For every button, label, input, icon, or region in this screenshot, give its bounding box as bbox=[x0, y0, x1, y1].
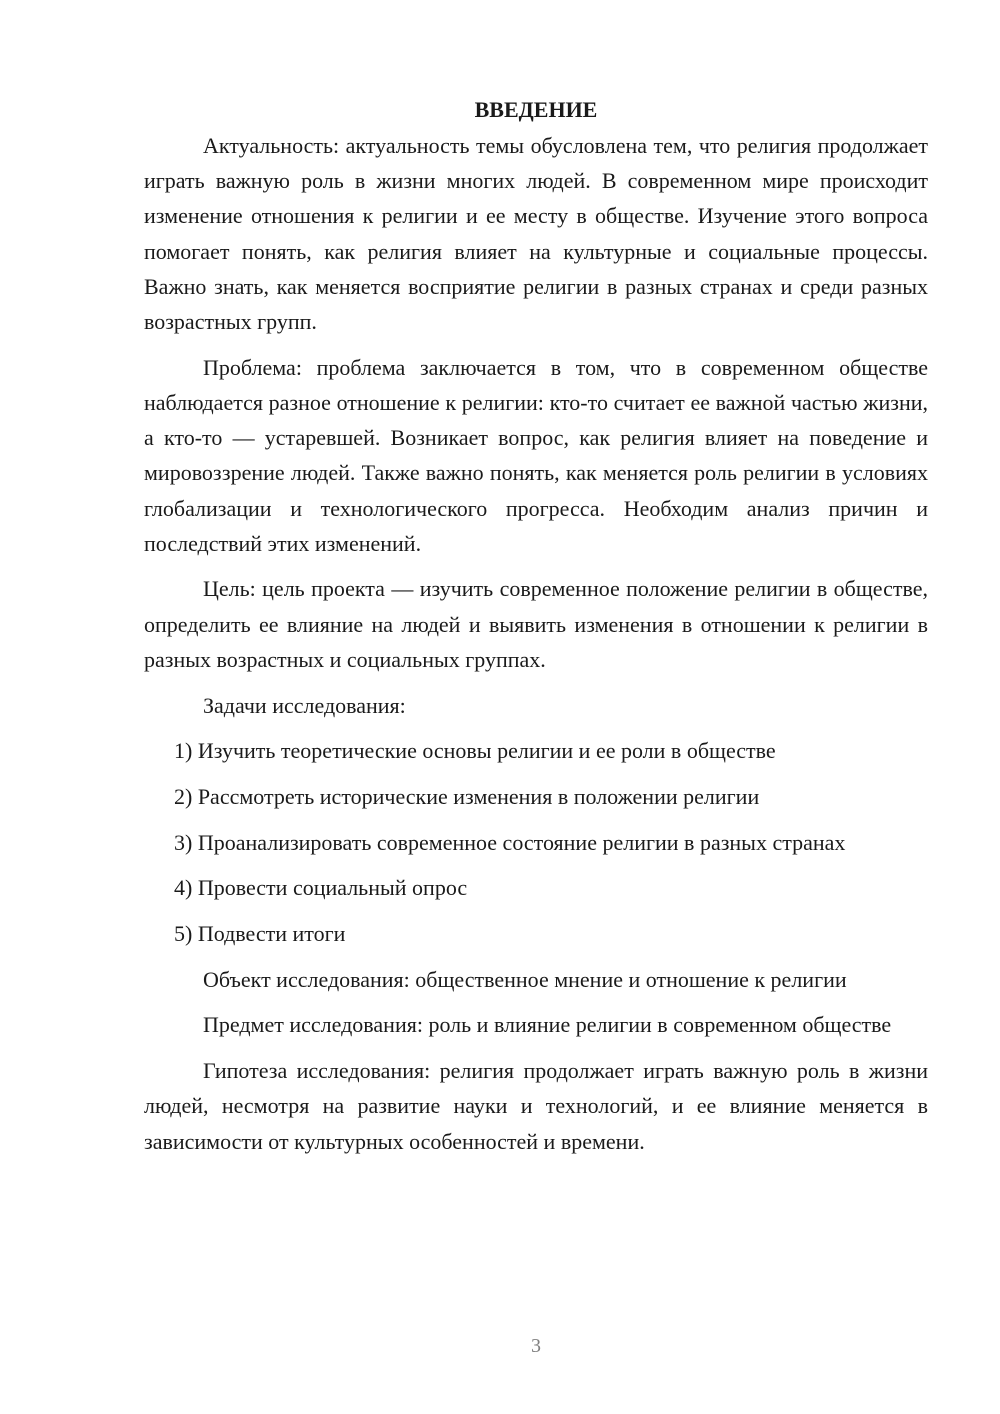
page-number: 3 bbox=[531, 1335, 541, 1357]
document-page bbox=[144, 92, 928, 1169]
section-heading: ВВЕДЕНИЕ bbox=[474, 97, 598, 122]
object-paragraph: Объект исследования: общественное мнение и отношение к религии bbox=[203, 966, 847, 992]
problem-paragraph: Проблема: проблема заключается в том, что в современном обществе наблюдается разное отношение к религии: кто-то считает ее важной частью жизни, а кто-то — устаревшей. Возникает вопрос, как религия влияет на поведение и мировоззрение людей. Также важно понять, как меняется роль религии в условиях глобализации и технологического прогресса. Необходим анализ причин и последствий этих изменений. bbox=[144, 354, 928, 556]
hypothesis-paragraph: Гипотеза исследования: религия продолжает играть важную роль в жизни людей, несмотря на развитие науки и технологий, и ее влияние меняется в зависимости от культурных особенностей и времени. bbox=[144, 1058, 928, 1154]
relevance-paragraph: Актуальность: актуальность темы обусловлена тем, что религия продолжает играть важную роль в жизни многих людей. В современном мире происходит изменение отношения к религии и ее месту в обществе. Изучение этого вопроса помогает понять, как религия влияет на культурные и социальные процессы. Важно знать, как меняется восприятие религии в разных странах и среди разных возрастных групп. bbox=[144, 133, 928, 335]
goal-paragraph: Цель: цель проекта — изучить современное положение религии в обществе, определить ее влияние на людей и выявить изменения в отношении к религии в разных возрастных и социальных группах. bbox=[144, 576, 928, 672]
task-item-5: 5) Подвести итоги bbox=[174, 921, 346, 947]
task-item-3: 3) Проанализировать современное состояние религии в разных странах bbox=[174, 829, 846, 855]
task-item-2: 2) Рассмотреть исторические изменения в положении религии bbox=[174, 783, 760, 809]
subject-paragraph: Предмет исследования: роль и влияние религии в современном обществе bbox=[203, 1012, 892, 1038]
task-item-4: 4) Провести социальный опрос bbox=[174, 875, 468, 901]
task-item-1: 1) Изучить теоретические основы религии и ее роли в обществе bbox=[174, 738, 776, 764]
tasks-title: Задачи исследования: bbox=[203, 692, 406, 718]
